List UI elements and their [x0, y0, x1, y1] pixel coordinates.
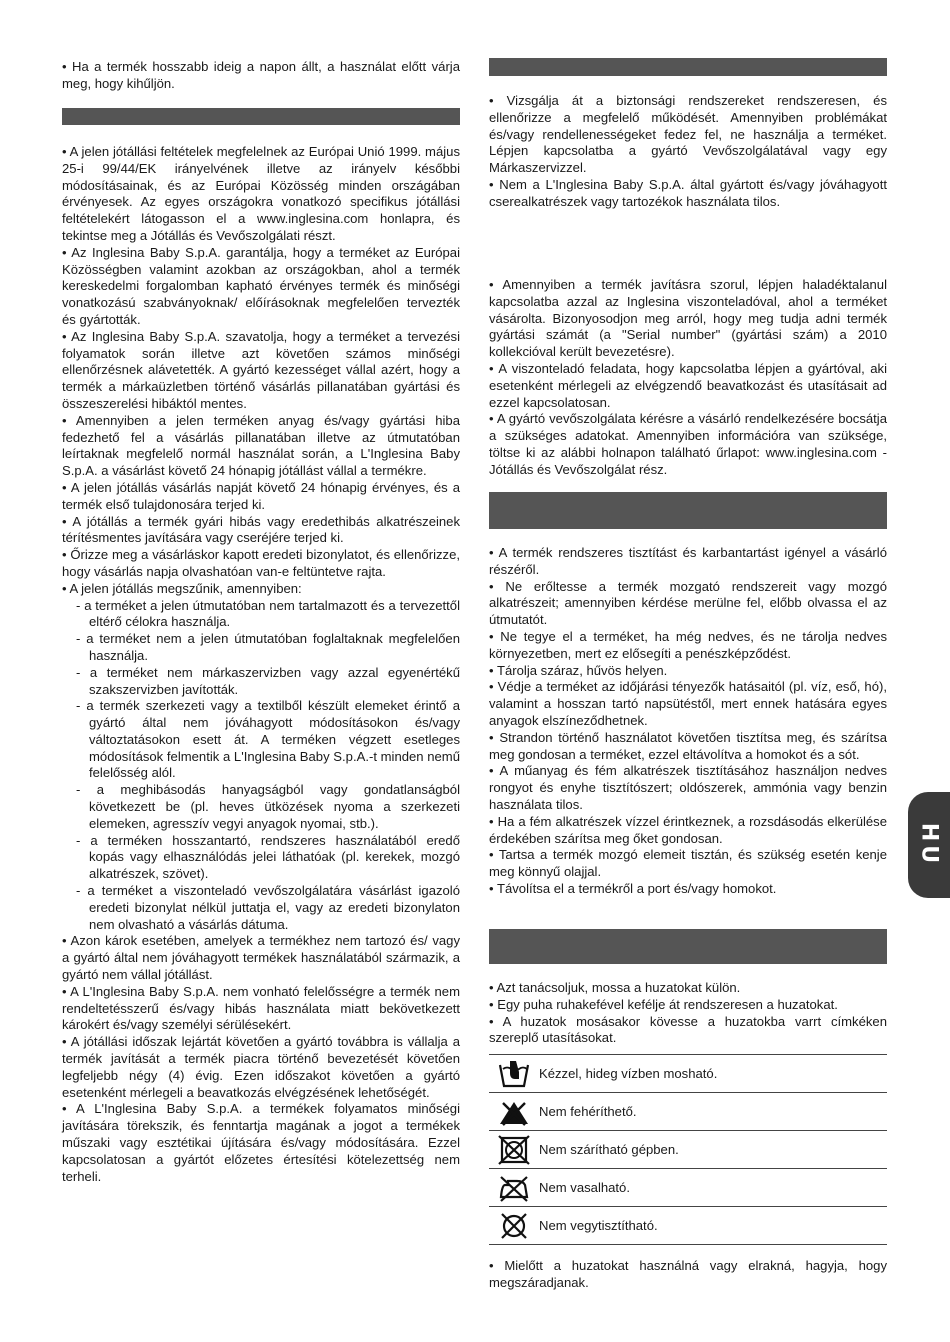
paragraph: • Vizsgálja át a biztonsági rendszereket rendszeresen, és ellenőrizze a megfelelő működését. Amennyiben problémákat és/vagy rendellenességeket fedez fel, ne használja a terméket. Lépjen kapcsolatba a gyártó Vevőszolgálatával vagy egy Márkaszervizzel.: [489, 93, 887, 176]
care-label: Nem fehéríthető.: [539, 1093, 887, 1131]
paragraph: • A L'Inglesina Baby S.p.A. nem vonható felelősségre a termék nem rendeltetésszerű és/vagy hibás használata miatt bekövetkezett károkért és/vagy személyi sérülésekért.: [62, 983, 460, 1033]
paragraph: • Ha a termék hosszabb ideig a napon állt, a használat előtt várja meg, hogy kihűljön.: [62, 59, 460, 91]
no-tumble-dry-icon: [489, 1131, 539, 1169]
section-header-bar: [489, 492, 887, 529]
paragraph: • Ne erőltesse a termék mozgató rendszereit vagy mozgó alkatrészeit; amennyiben kérdése merülne fel, előbb olvassa el az útmutatót.: [489, 578, 887, 628]
care-row: [489, 1093, 887, 1131]
paragraph: • Ne tegye el a terméket, ha még nedves, és ne tárolja nedves környezetben, mert ez elősegíti a penészképződést.: [489, 628, 887, 661]
intro-note: [62, 59, 460, 93]
covers-section: [489, 980, 887, 1047]
paragraph: • A jelen jótállás megszűnik, amennyiben:: [62, 580, 302, 596]
paragraph: • Amennyiben a termék javításra szorul, lépjen haladéktalanul kapcsolatba azzal az Inglesina viszonteladóval, ahol a terméket vásárolta. Bizonyosodjon meg arról, hogy meg tudja adni termék gyártási számát (a "Serial number" (gyártási szám) a 2010 kollekcióval került bevezetésre).: [489, 277, 887, 360]
paragraph: • Védje a terméket az időjárási tényezők hatásaitól (pl. víz, eső, hó), valamint a hosszan tartó napsütéstől, mert ennek hatására egyes anyagok elszíneződhetnek.: [489, 679, 887, 728]
warranty-section: [62, 144, 460, 1185]
language-tab: [908, 792, 950, 898]
sub-item: - a terméken hosszantartó, rendszeres használatából eredő kopás vagy elhasználódás jelei láthatóak (pl. kerekek, mozgó alkatrészek, szövet).: [76, 832, 460, 882]
care-label: Nem vasalható.: [539, 1169, 887, 1207]
no-bleach-icon: [489, 1093, 539, 1131]
care-row: [489, 1169, 887, 1207]
paragraph: • A gyártó vevőszolgálata kérésre a vásárló rendelkezésére bocsátja a szükséges adatokat. Amennyiben információra van szüksége, töltse ki az alábbi holnapon található űrlapot: www.inglesina.com - Jótállás és Vevőszolgálat rész.: [489, 411, 887, 477]
paragraph: • A jelen jótállás vásárlás napját követő 24 hónapig érvényes, és a termék első tulajdonosára terjed ki.: [62, 479, 460, 512]
paragraph: • Őrizze meg a vásárláskor kapott eredeti bizonylatot, és ellenőrizze, hogy vásárlás napja olvashatóan van-e feltüntetve rajta.: [62, 547, 460, 579]
care-row: [489, 1131, 887, 1169]
paragraph: • A műanyag és fém alkatrészek tisztításához használjon nedves rongyot és enyhe tisztítószert; oldószerek, ammónia vagy benzin használata tilos.: [489, 763, 887, 812]
no-iron-icon: [489, 1169, 539, 1207]
care-row: [489, 1207, 887, 1245]
sub-item: - a meghibásodás hanyagságból vagy gondatlanságból következett be (pl. heves ütközések nyoma a szerkezeti elemeken, agresszív vegyi anyagok nyomai, stb.).: [76, 782, 460, 831]
care-row: [489, 1055, 887, 1093]
paragraph: • Azt tanácsoljuk, mossa a huzatokat külön.: [489, 980, 741, 995]
care-label: Kézzel, hideg vízben mosható.: [539, 1055, 887, 1093]
paragraph: • Egy puha ruhakefével kefélje át rendszeresen a huzatokat.: [489, 996, 838, 1012]
section-header-bar: [489, 58, 887, 76]
maintenance-section: [489, 545, 887, 898]
no-dry-clean-icon: [489, 1207, 539, 1245]
paragraph: • Az Inglesina Baby S.p.A. szavatolja, hogy a terméket a tervezési folyamatok során illetve azt követően számos minőségi ellenőrzésnek alávetették. A gyártó kezességet vállal azért, hogy a termék a márkaüzletben történő vásárlás pillanatában gyártási és összeszerelési hibáktól mentes.: [62, 328, 460, 411]
paragraph: • Strandon történő használatot követően tisztítsa meg, és szárítsa meg gondosan a terméket, ezzel eltávolítva a homokot és a sót.: [489, 729, 887, 762]
paragraph: • Mielőtt a huzatokat használná vagy elrakná, hagyja, hogy megszáradjanak.: [489, 1258, 887, 1290]
language-tab-label: HU: [916, 822, 942, 868]
paragraph: • Az Inglesina Baby S.p.A. garantálja, hogy a terméket az Európai Közösségben valamint azokban az országokban, ahol a termék kereskedelmi forgalomban kapható érvényes termék és minőségi vonatkozású szabványoknak/ előírásoknak megfelelően tervezték és gyártották.: [62, 244, 460, 327]
service-section: [489, 277, 887, 479]
care-symbols-table: [489, 1054, 887, 1245]
paragraph: • Azon károk esetében, amelyek a termékhez nem tartozó és/ vagy a gyártó által nem jóváhagyott termékek használatából származik, a gyártó nem vállal jótállást.: [62, 933, 460, 983]
section-header-bar: [489, 929, 887, 964]
care-label: Nem szárítható gépben.: [539, 1131, 887, 1169]
paragraph: • A huzatok mosásakor kövesse a huzatokba varrt címkéken szereplő utasításokat.: [489, 1013, 887, 1046]
sub-item: - a terméket nem a jelen útmutatóban foglaltaknak megfelelően használja.: [76, 631, 460, 663]
paragraph: • Tartsa a termék mozgó elemeit tisztán, és szükség esetén kenje meg könnyű olajjal.: [489, 847, 887, 880]
paragraph: • A viszonteladó feladata, hogy kapcsolatba lépjen a gyártóval, aki esetenként mérlegeli az elvégzendő beavatkozást és utasításait ad ezzel kapcsolatosan.: [489, 360, 887, 410]
paragraph: • Amennyiben a jelen terméken anyag és/vagy gyártási hiba fedezhető fel a vásárlás pillanatában illetve az útmutatóban leírtaknak megfelelő normál használat során, a L'Inglesina Baby S.p.A. a vásárlást követő 24 hónapig jótállást vállal a termékre.: [62, 412, 460, 479]
care-label: Nem vegytisztítható.: [539, 1207, 887, 1245]
sub-item: - a terméket a jelen útmutatóban nem tartalmazott és a tervezettől eltérő célokra használja.: [76, 597, 460, 630]
sub-item: - a termék szerkezeti vagy a textilből készült elemeket érintő a gyártó által nem jóváhagyott módosításokon és/vagy változtatásokon esett át. A terméken végzett esetleges módosítások felmentik a L'Inglesina Baby S.p.A.-t minden nemű felelősség alól.: [76, 698, 460, 781]
paragraph: • Távolítsa el a termékről a port és/vagy homokot.: [489, 880, 777, 896]
paragraph: • Ha a fém alkatrészek vízzel érintkeznek, a rozsdásodás elkerülése érdekében szárítsa meg őket gondosan.: [489, 813, 887, 846]
section-header-bar: [62, 108, 460, 125]
paragraph: • A jótállási időszak lejártát követően a gyártó továbbra is vállalja a termék javítását a termék piacra történő bevezetését követően legfeljebb négy (4) évig. Ezen időszakot követően a gyártó esetenként mérlegeli a beavatkozás elvégzésének lehetőségét.: [62, 1034, 460, 1100]
sub-item: - a terméket a viszonteladó vevőszolgálatára vásárlást igazoló eredeti bizonylat nélkül juttatja el, vagy az eredeti bizonylaton nem olvasható a vásárlás dátuma.: [76, 883, 460, 932]
paragraph: • A jelen jótállási feltételek megfelelnek az Európai Unió 1999. május 25-i 99/44/EK irányelvének illetve az irányelv későbbi módosításainak, és az Európai Közösség minden országában érvényesek. Az egyes országokra vonatkozó specifikus jótállási feltételekért látogasson el a www.inglesina.com honlapra, és tekintse meg a Jótállás és Vevőszolgálati részt.: [62, 144, 460, 243]
paragraph: • A L'Inglesina Baby S.p.A. a termékek folyamatos minőségi javítására törekszik, és fenntartja magának a jogot a termékek műszaki vagy esztétikai újítására és/vagy módosítására. Ezzel kapcsolatosan a gyártót előzetes értesítési kötelezettség nem terheli.: [62, 1101, 460, 1184]
hand-wash-icon: [489, 1055, 539, 1093]
paragraph: • A jótállás a termék gyári hibás vagy eredethibás alkatrészeinek térítésmentes javítására vagy cseréjére terjed ki.: [62, 513, 460, 546]
sub-item: - a terméket nem márkaszervizben vagy azzal egyenértékű szakszervizben javították.: [76, 664, 460, 697]
paragraph: • Tárolja száraz, hűvös helyen.: [489, 662, 668, 678]
paragraph: • Nem a L'Inglesina Baby S.p.A. által gyártott és/vagy jóváhagyott cserealkatrészek vagy tartozékok használata tilos.: [489, 176, 887, 209]
paragraph: • A termék rendszeres tisztítást és karbantartást igényel a vásárló részéről.: [489, 545, 887, 577]
safety-section: [489, 93, 887, 211]
final-note: [489, 1258, 887, 1292]
